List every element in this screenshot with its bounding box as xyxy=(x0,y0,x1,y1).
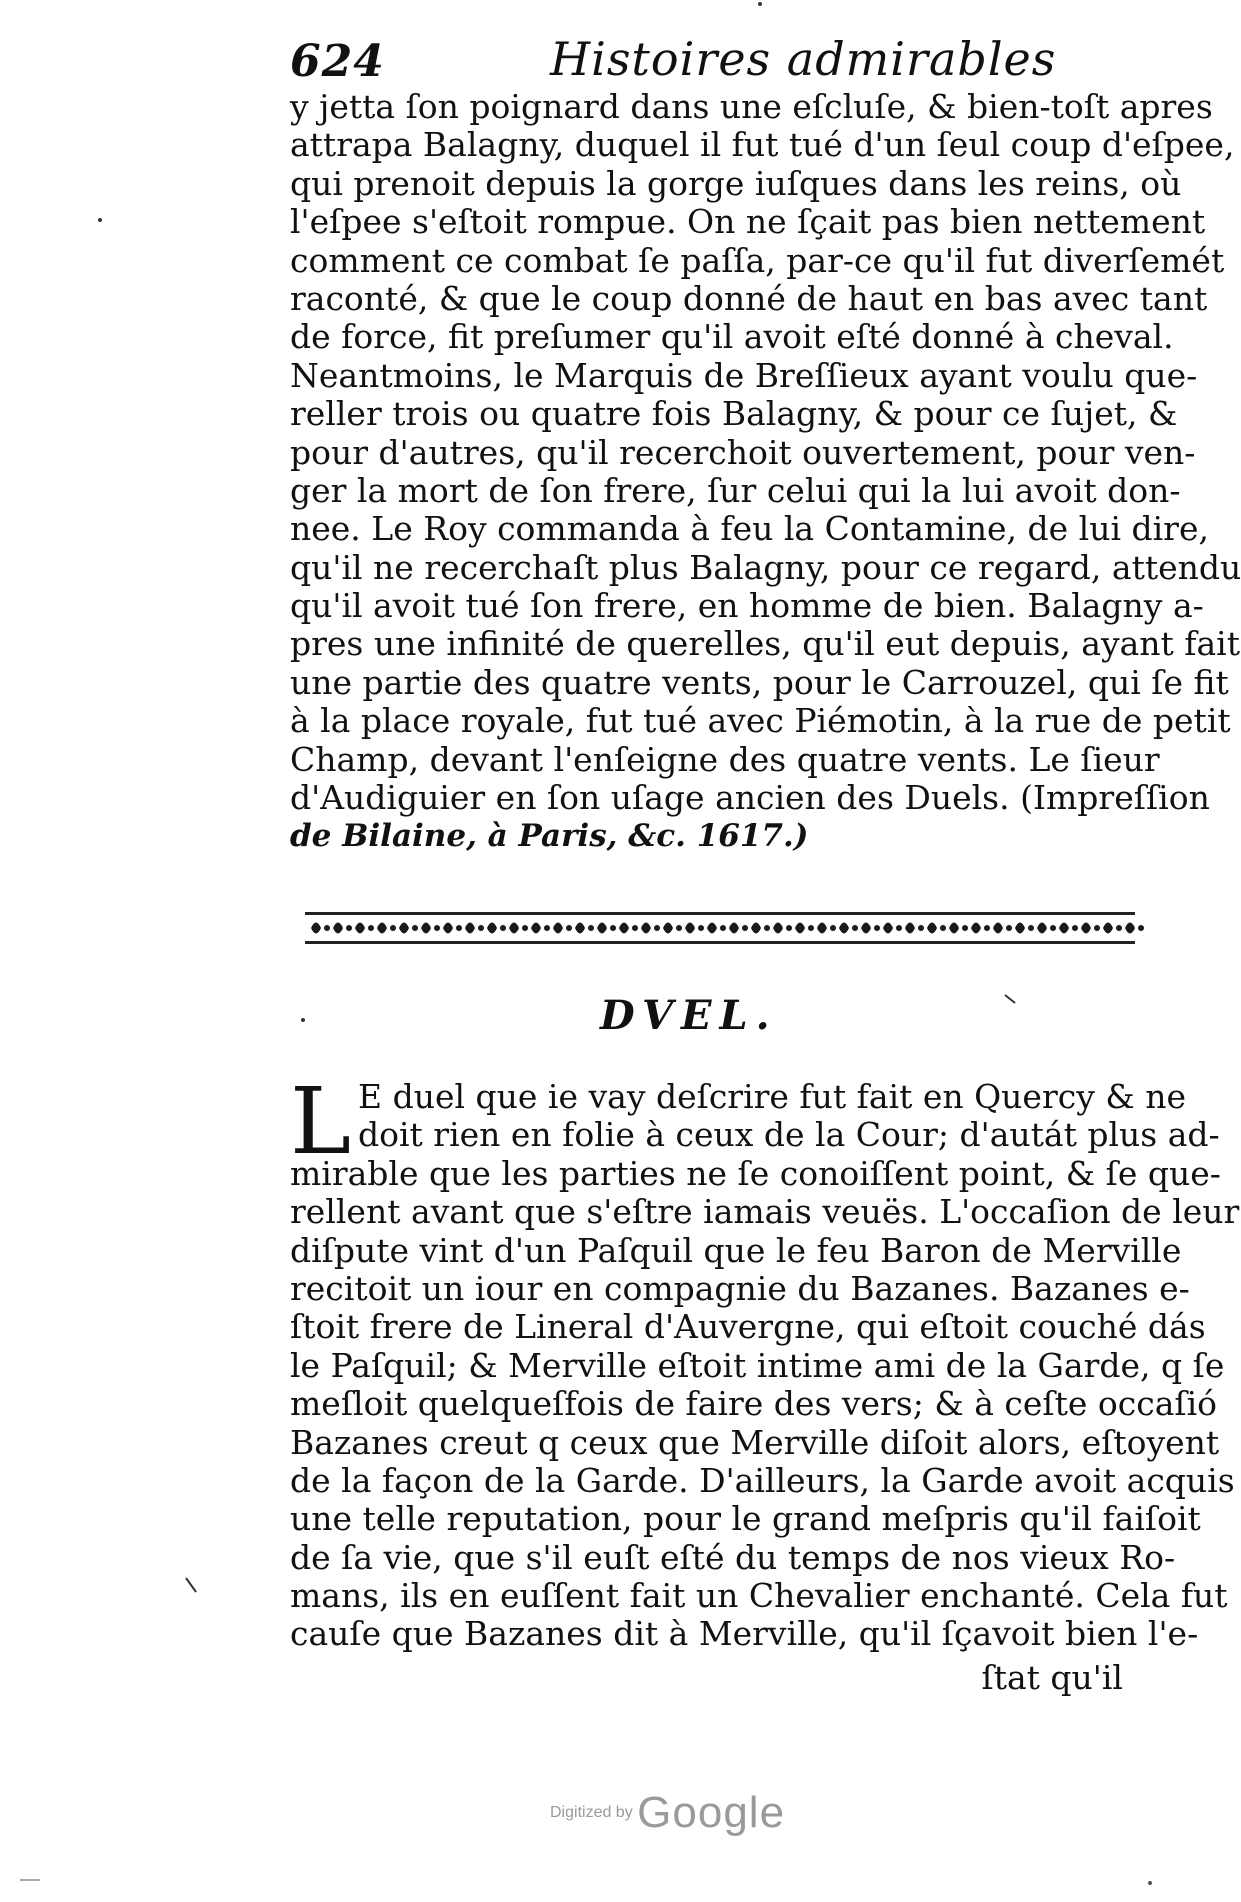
section-title: DVEL. xyxy=(600,992,778,1039)
text-line: qu'il avoit tué ſon frere, en homme de bien. Balagny a- xyxy=(290,586,1204,626)
ornament-dot xyxy=(1094,925,1100,931)
ornament-motif xyxy=(1037,923,1047,934)
ornament-dot xyxy=(346,925,352,931)
ornament-motif xyxy=(619,923,629,934)
ornament-motif xyxy=(795,923,805,934)
ornament-dot xyxy=(478,925,484,931)
ornament-motif xyxy=(311,923,321,934)
lower-paragraph xyxy=(290,1068,1240,1654)
text-line: mans, ils en euſſent fait un Chevalier enchanté. Cela fut xyxy=(290,1576,1228,1616)
ornament-dot xyxy=(610,925,616,931)
text-line: qui prenoit depuis la gorge iuſques dans les reins, où xyxy=(290,163,1182,203)
ornament-dot xyxy=(1006,925,1012,931)
ornament-dot xyxy=(632,925,638,931)
ornament-motif xyxy=(993,923,1003,934)
ornament-motif xyxy=(883,923,893,934)
ornament-dot xyxy=(764,925,770,931)
ornament-motif xyxy=(1015,923,1025,934)
text-line: ger la mort de ſon frere, ſur celui qui la lui avoit don- xyxy=(290,470,1181,510)
ornament-motif xyxy=(575,923,585,934)
ornament-motif xyxy=(707,923,717,934)
text-line: de la façon de la Garde. D'ailleurs, la Garde avoit acquis xyxy=(290,1460,1235,1500)
ornament-dot xyxy=(390,925,396,931)
text-line: attrapa Balagny, duquel il fut tué d'un ſeul coup d'eſpee, xyxy=(290,125,1235,165)
ornament-motif xyxy=(773,923,783,934)
ornament-dot xyxy=(896,925,902,931)
text-line: y jetta ſon poignard dans une eſcluſe, & bien-toſt apres xyxy=(290,87,1213,126)
text-line: diſpute vint d'un Paſquil que le feu Baron de Merville xyxy=(290,1230,1182,1270)
ornament-motif xyxy=(1059,923,1069,934)
text-line: comment ce combat ſe paſſa, par-ce qu'il fut diverſemét xyxy=(290,240,1225,280)
text-line: une telle reputation, pour le grand meſpris qu'il faiſoit xyxy=(290,1499,1201,1539)
text-line: Bazanes creut q ceux que Merville diſoit alors, eſtoyent xyxy=(290,1422,1220,1462)
ornament-motif xyxy=(597,923,607,934)
ornament-dot xyxy=(962,925,968,931)
ornament-band xyxy=(305,910,1135,946)
ornament-dot xyxy=(984,925,990,931)
text-line: une partie des quatre vents, pour le Carrouzel, qui ſe fit xyxy=(290,662,1229,702)
ornament-motif xyxy=(905,923,915,934)
watermark-brand: Google xyxy=(637,1788,786,1837)
ornament-motif xyxy=(641,923,651,934)
ornament-dot xyxy=(544,925,550,931)
text-line: rellent avant que s'eſtre iamais veuës. L'occaſion de leur xyxy=(290,1192,1240,1232)
ornament-motif xyxy=(355,923,365,934)
ornament-motif xyxy=(487,923,497,934)
ornament-dot xyxy=(588,925,594,931)
text-line: meſloit quelqueſfois de faire des vers; & à ceſte occaſió xyxy=(290,1384,1218,1424)
text-line: recitoit un iour en compagnie du Bazanes. Bazanes e- xyxy=(290,1268,1190,1308)
ornament-dot xyxy=(654,925,660,931)
ornament-motif xyxy=(1081,923,1091,934)
ornament-motif xyxy=(509,923,519,934)
text-line: qu'il ne recerchaſt plus Balagny, pour ce regard, attendu xyxy=(290,547,1241,587)
ornament-motif xyxy=(553,923,563,934)
text-line: ſtoit frere de Lineral d'Auvergne, qui eſtoit couché dás xyxy=(290,1307,1206,1347)
text-line: raconté, & que le coup donné de haut en bas avec tant xyxy=(290,278,1208,318)
ornament-dot xyxy=(852,925,858,931)
ornament-dot xyxy=(434,925,440,931)
imprint-line: de Bilaine, à Paris, &c. 1617.) xyxy=(290,818,809,855)
ornament-dot xyxy=(522,925,528,931)
running-head: Histoires admirables xyxy=(550,32,1057,86)
ornament-motif xyxy=(949,923,959,934)
ornament-motif xyxy=(1125,923,1135,934)
ornament-motif xyxy=(817,923,827,934)
ornament-motif xyxy=(531,923,541,934)
ornament-motif xyxy=(927,923,937,934)
ornament-motif xyxy=(465,923,475,934)
ornament-dot xyxy=(368,925,374,931)
text-line: cauſe que Bazanes dit à Merville, qu'il ſçavoit bien l'e- xyxy=(290,1614,1199,1654)
text-line: l'eſpee s'eſtoit rompue. On ne ſçait pas bien nettement xyxy=(290,202,1206,242)
ornament-motif xyxy=(839,923,849,934)
ornament-dot xyxy=(412,925,418,931)
text-line: le Paſquil; & Merville eſtoit intime ami de la Garde, q ſe xyxy=(290,1345,1225,1385)
ornament-motif xyxy=(443,923,453,934)
ornament-dot xyxy=(566,925,572,931)
text-line: de ſa vie, que s'il euſt eſté du temps de nos vieux Ro- xyxy=(290,1537,1176,1577)
ornament-dot xyxy=(940,925,946,931)
text-line: E duel que ie vay deſcrire fut fait en Quercy & ne xyxy=(358,1077,1186,1116)
ornament-motif xyxy=(333,923,343,934)
ornament-dot xyxy=(1072,925,1078,931)
text-line: doit rien en folie à ceux de la Cour; d'autát plus ad- xyxy=(358,1115,1220,1155)
ornament-motif xyxy=(729,923,739,934)
watermark-prefix: Digitized by xyxy=(550,1804,633,1821)
ornament-dot xyxy=(830,925,836,931)
ornament-dot xyxy=(324,925,330,931)
ornament-dot xyxy=(456,925,462,931)
text-line: mirable que les parties ne ſe conoiſſent point, & ſe que- xyxy=(290,1153,1221,1193)
ornament-dot xyxy=(874,925,880,931)
text-line: d'Audiguier en ſon uſage ancien des Duels. (Impreſſion xyxy=(290,778,1210,818)
ornament-motif xyxy=(751,923,761,934)
ornament-dot xyxy=(742,925,748,931)
ornament-motif xyxy=(685,923,695,934)
text-line: de force, fit preſumer qu'il avoit eſté donné à cheval. xyxy=(290,317,1174,357)
ornament-motif xyxy=(971,923,981,934)
ornament-motif xyxy=(421,923,431,934)
ornament-dot xyxy=(500,925,506,931)
ornament-dot xyxy=(808,925,814,931)
ornament-motif xyxy=(1103,923,1113,934)
text-line: pres une infinité de querelles, qu'il eut depuis, ayant fait xyxy=(290,624,1240,664)
ornament-motif xyxy=(861,923,871,934)
ornament-dot xyxy=(1050,925,1056,931)
text-line: Neantmoins, le Marquis de Breſſieux ayant voulu que- xyxy=(290,355,1198,395)
ornament-motif xyxy=(663,923,673,934)
ornament-dot xyxy=(676,925,682,931)
ornament-dot xyxy=(698,925,704,931)
ornament-motif xyxy=(399,923,409,934)
google-watermark xyxy=(550,1788,785,1838)
ornament-dot xyxy=(1028,925,1034,931)
text-line: Champ, devant l'enſeigne des quatre vents. Le ſieur xyxy=(290,739,1160,779)
text-line: pour d'autres, qu'il recerchoit ouvertement, pour ven- xyxy=(290,432,1196,472)
ornament-dot xyxy=(1138,925,1144,931)
text-line: reller trois ou quatre fois Balagny, & pour ce ſujet, & xyxy=(290,394,1178,434)
drop-cap: L xyxy=(290,1068,352,1175)
ornament-pattern xyxy=(305,910,1135,946)
page-number: 624 xyxy=(290,36,385,87)
upper-paragraph xyxy=(290,87,1241,856)
ornament-motif xyxy=(377,923,387,934)
ornament-dot xyxy=(786,925,792,931)
ornament-dot xyxy=(1116,925,1122,931)
ornament-dot xyxy=(918,925,924,931)
text-line: à la place royale, fut tué avec Piémotin, à la rue de petit xyxy=(290,701,1231,741)
ornament-dot xyxy=(720,925,726,931)
text-line: nee. Le Roy commanda à feu la Contamine, de lui dire, xyxy=(290,509,1209,549)
catchword: ſtat qu'il xyxy=(981,1658,1123,1697)
